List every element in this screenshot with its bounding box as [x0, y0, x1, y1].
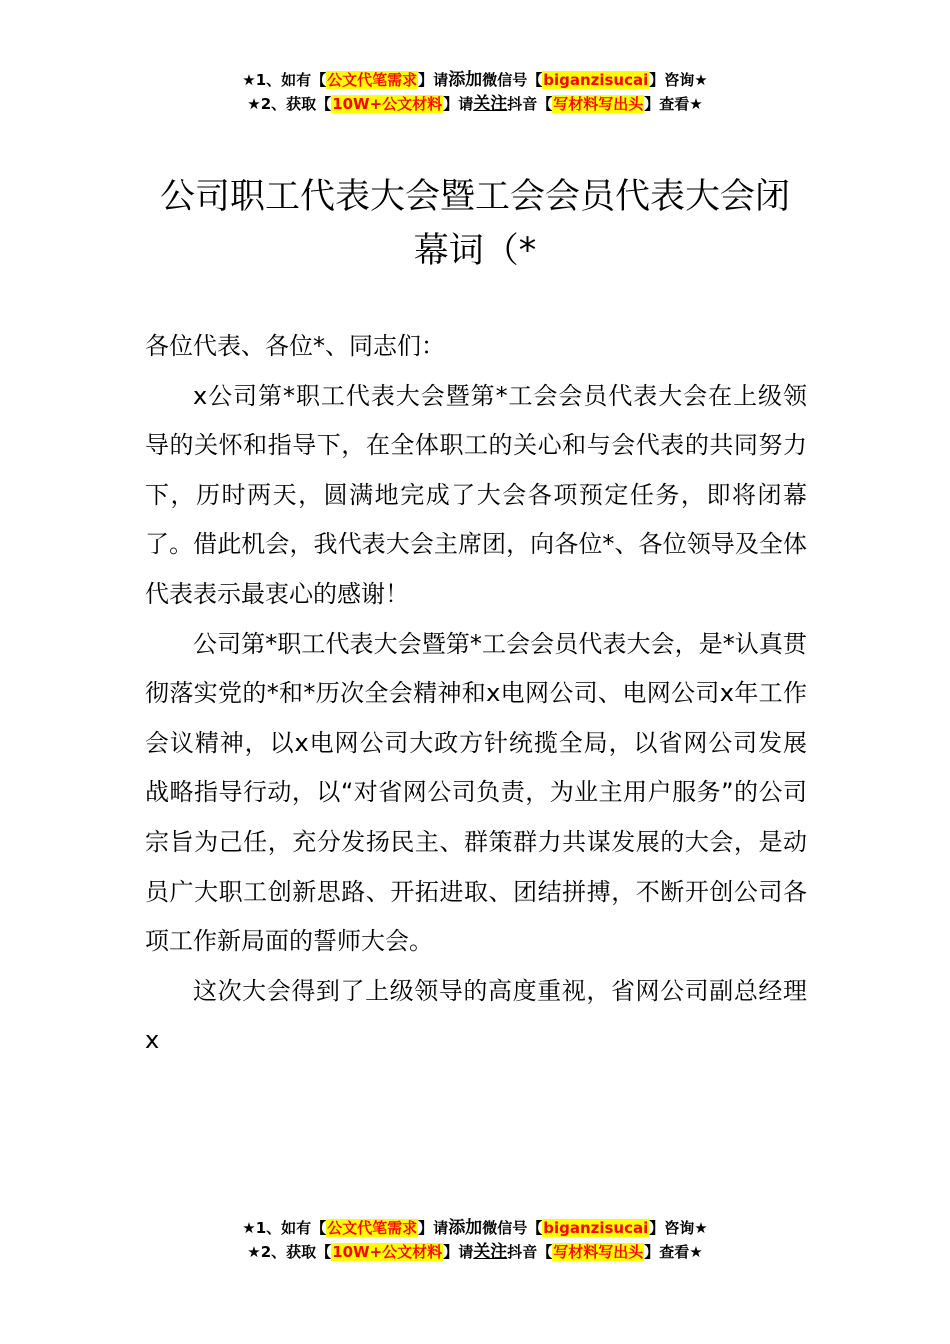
banner-line-1: ★1、如有【公文代笔需求】请添加微信号【biganzisucai】咨询★: [242, 1218, 708, 1238]
highlight-service: 公文代笔需求: [327, 1219, 418, 1237]
highlight-materials: 10W+公文材料: [332, 95, 443, 113]
bottom-banner: [0, 1216, 950, 1264]
highlight-douyin-account: 写材料写出头: [553, 95, 644, 113]
banner-line-2: ★2、获取【10W+公文材料】请关注抖音【写材料写出头】查看★: [247, 94, 703, 114]
highlight-wechat-id: biganzisucai: [543, 71, 649, 89]
highlight-service: 公文代笔需求: [327, 71, 418, 89]
document-body: [145, 322, 807, 1066]
salutation: 各位代表、各位*、同志们：: [145, 332, 445, 360]
highlight-wechat-id: biganzisucai: [543, 1219, 649, 1237]
paragraph: 公司第*职工代表大会暨第*工会会员代表大会，是*认真贯彻落实党的*和*历次全会精神和x电网公司、电网公司x年工作会议精神，以x电网公司大政方针统揽全局，以省网公司发展战略指导行动，以“对省网公司负责，为业主用户服务”的公司宗旨为己任，充分发扬民主、群策群力共谋发展的大会，是动员广大职工创新思路、开拓进取、团结拼搏，不断开创公司各项工作新局面的誓师大会。: [145, 629, 807, 956]
document-title: 公司职工代表大会暨工会会员代表大会闭幕词（*: [159, 177, 790, 271]
highlight-materials: 10W+公文材料: [332, 1243, 443, 1261]
paragraph: x公司第*职工代表大会暨第*工会会员代表大会在上级领导的关怀和指导下，在全体职工的关心和与会代表的共同努力下，历时两天，圆满地完成了大会各项预定任务，即将闭幕了。借此机会，我代表大会主席团，向各位*、各位领导及全体代表表示最衷心的感谢！: [145, 381, 807, 608]
paragraph: 这次大会得到了上级领导的高度重视，省网公司副总经理x: [145, 976, 807, 1055]
top-banner: [0, 68, 950, 116]
highlight-douyin-account: 写材料写出头: [553, 1243, 644, 1261]
banner-line-1: ★1、如有【公文代笔需求】请添加微信号【biganzisucai】咨询★: [242, 70, 708, 90]
banner-line-2: ★2、获取【10W+公文材料】请关注抖音【写材料写出头】查看★: [247, 1242, 703, 1262]
